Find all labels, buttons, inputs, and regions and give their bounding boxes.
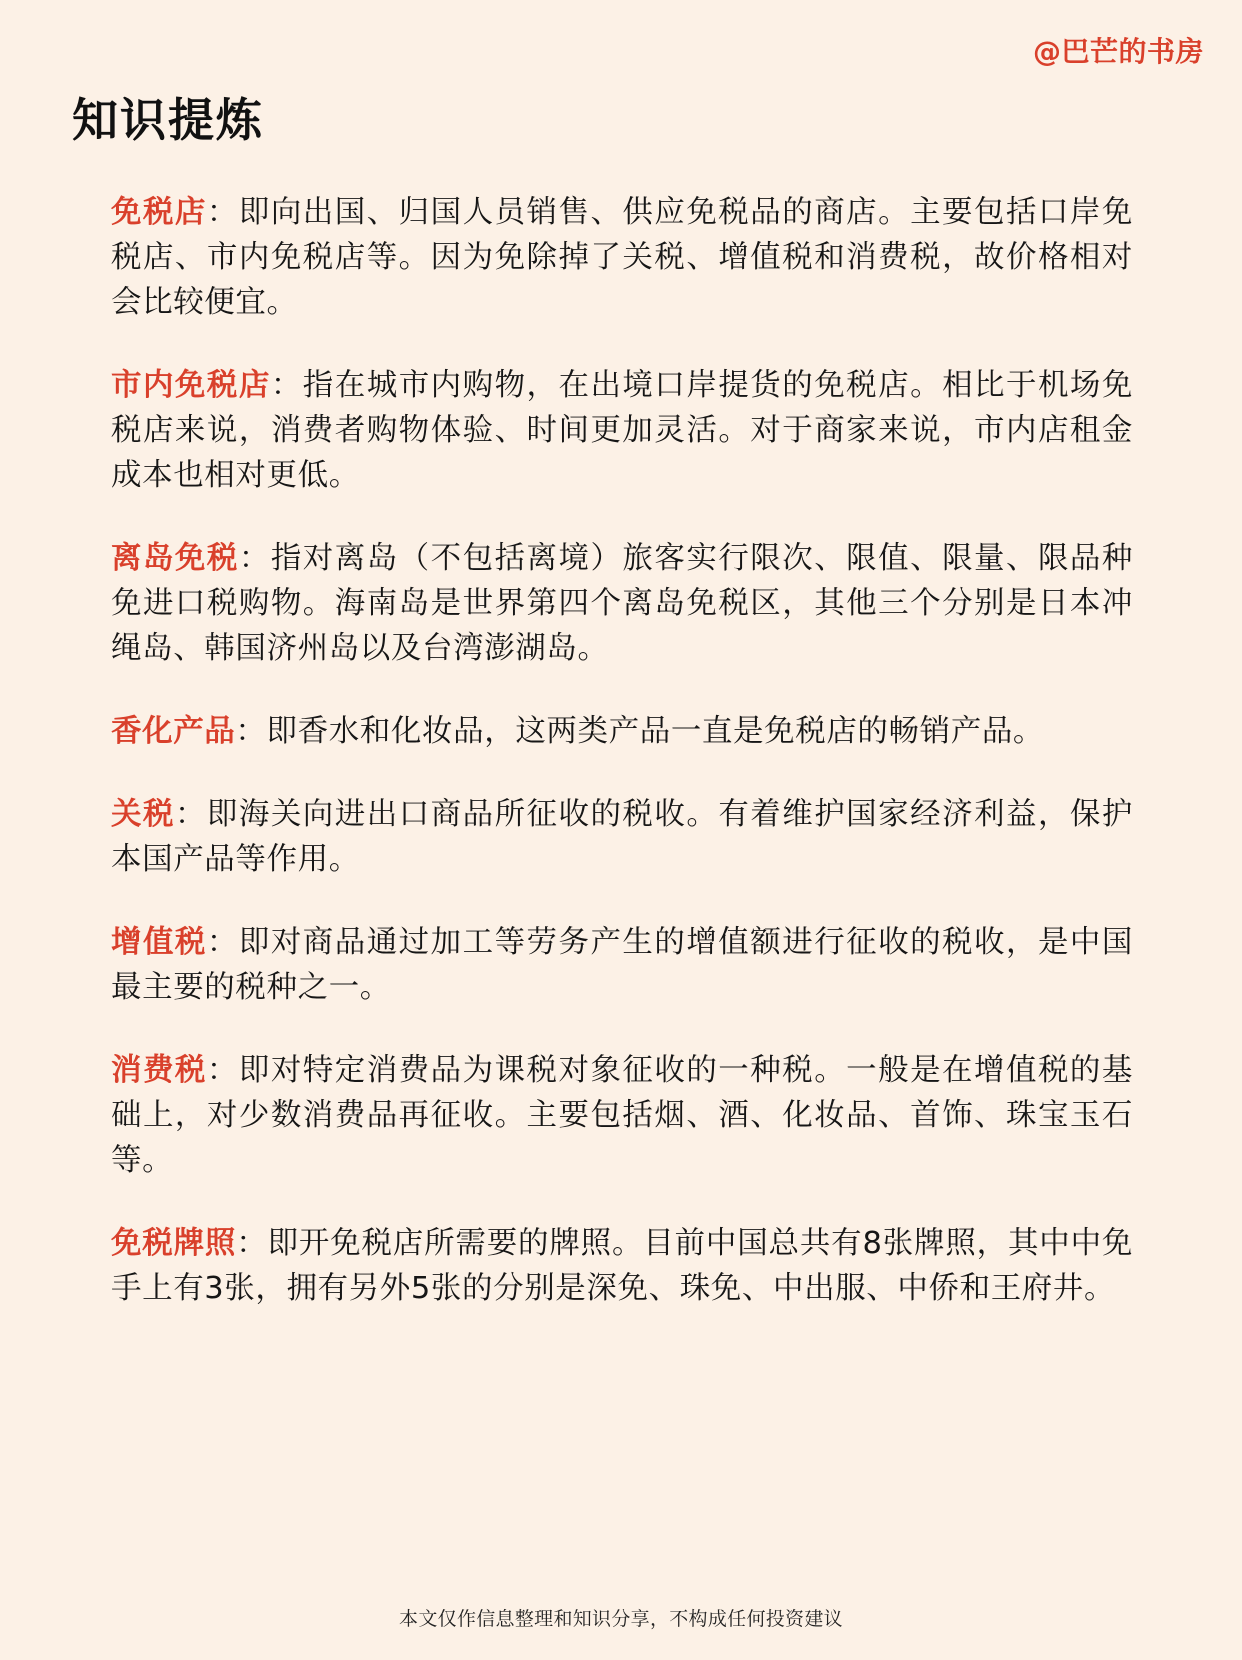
glossary-definition: 即对商品通过加工等劳务产生的增值额进行征收的税收，是中国最主要的税种之一。 [111,925,1133,1005]
disclaimer-footer: 本文仅作信息整理和知识分享，不构成任何投资建议 [399,1608,843,1630]
glossary-definition: 即对特定消费品为课税对象征收的一种税。一般是在增值税的基础上，对少数消费品再征收。主要包括烟、酒、化妆品、首饰、珠宝玉石等。 [111,1053,1133,1178]
glossary-term: 市内免税店 [111,368,271,403]
term-separator: ： [235,714,267,749]
glossary-entry-downtown-duty-free [111,363,1133,498]
glossary-term: 免税店 [111,195,207,230]
glossary-definition: 指在城市内购物，在出境口岸提货的免税店。相比于机场免税店来说，消费者购物体验、时间更加灵活。对于商家来说，市内店租金成本也相对更低。 [111,368,1133,493]
term-separator: ： [174,797,207,832]
glossary-entry-fragrance-cosmetics [111,709,1133,754]
glossary-entry-consumption-tax [111,1048,1133,1183]
glossary-definition: 即海关向进出口商品所征收的税收。有着维护国家经济利益，保护本国产品等作用。 [111,797,1133,877]
term-separator: ： [270,368,303,403]
glossary-term: 增值税 [111,925,207,960]
glossary-entry-offshore-island-duty-free [111,536,1133,671]
glossary-definition: 即开免税店所需要的牌照。目前中国总共有8张牌照，其中中免手上有3张，拥有另外5张的分别是深免、珠免、中出服、中侨和王府井。 [111,1226,1133,1306]
term-separator: ： [236,1226,268,1261]
glossary-term: 免税牌照 [111,1226,237,1261]
glossary-definition: 即香水和化妆品，这两类产品一直是免税店的畅销产品。 [266,714,1045,749]
term-separator: ： [206,195,239,230]
glossary-entry-duty-free-shop [111,190,1133,325]
glossary-entry-vat [111,920,1133,1010]
glossary-definition: 即向出国、归国人员销售、供应免税品的商店。主要包括口岸免税店、市内免税店等。因为免除掉了关税、增值税和消费税，故价格相对会比较便宜。 [111,195,1133,320]
term-separator: ： [238,541,271,576]
glossary-term: 消费税 [111,1053,207,1088]
author-watermark: @巴芒的书房 [1032,35,1204,68]
glossary-term: 香化产品 [111,714,236,749]
term-separator: ： [206,925,239,960]
page-title: 知识提炼 [72,93,264,147]
term-separator: ： [206,1053,239,1088]
glossary-list [111,190,1133,1349]
glossary-term: 离岛免税 [111,541,239,576]
glossary-entry-duty-free-license [111,1221,1133,1311]
glossary-entry-tariff [111,792,1133,882]
glossary-definition: 指对离岛（不包括离境）旅客实行限次、限值、限量、限品种免进口税购物。海南岛是世界第四个离岛免税区，其他三个分别是日本冲绳岛、韩国济州岛以及台湾澎湖岛。 [111,541,1133,666]
glossary-term: 关税 [111,797,175,832]
